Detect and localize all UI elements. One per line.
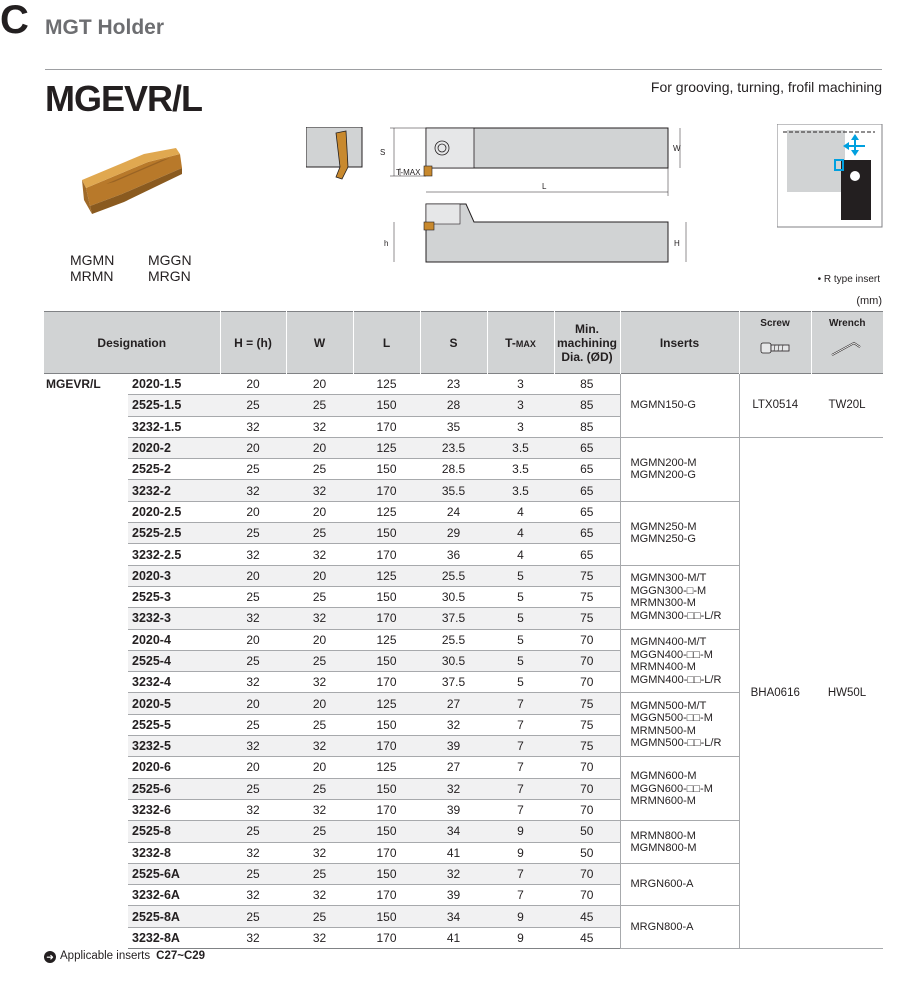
- l-cell: 170: [353, 416, 420, 437]
- designation-cell: 2020-1.5: [128, 374, 220, 395]
- designation-cell: 3232-8A: [128, 927, 220, 948]
- w-cell: 32: [286, 799, 353, 820]
- section-title: MGT Holder: [45, 16, 164, 39]
- footer-page-link[interactable]: C27~C29: [156, 950, 206, 962]
- tmax-cell: 5: [487, 586, 554, 607]
- s-cell: 27: [420, 757, 487, 778]
- s-cell: 32: [420, 778, 487, 799]
- h-cell: 20: [220, 501, 286, 522]
- min-dia-cell: 75: [554, 693, 620, 714]
- h-cell: 20: [220, 374, 286, 395]
- table-row: [44, 437, 883, 458]
- w-cell: 32: [286, 480, 353, 501]
- designation-cell: 2525-2: [128, 459, 220, 480]
- insert-label: MGMN: [70, 252, 115, 268]
- s-cell: 39: [420, 799, 487, 820]
- l-cell: 150: [353, 395, 420, 416]
- tmax-cell: 7: [487, 736, 554, 757]
- col-w: W: [286, 312, 353, 374]
- s-cell: 23: [420, 374, 487, 395]
- h-cell: 32: [220, 842, 286, 863]
- w-cell: 20: [286, 374, 353, 395]
- insert-code: MGMN200-G: [630, 469, 696, 482]
- tmax-cell: 5: [487, 629, 554, 650]
- w-cell: 25: [286, 778, 353, 799]
- r-type-note: • R type insert: [817, 274, 880, 285]
- h-cell: 32: [220, 885, 286, 906]
- designation-cell: 2525-8A: [128, 906, 220, 927]
- l-cell: 125: [353, 501, 420, 522]
- w-cell: 20: [286, 629, 353, 650]
- w-cell: 25: [286, 523, 353, 544]
- l-cell: 150: [353, 863, 420, 884]
- designation-cell: 2525-2.5: [128, 523, 220, 544]
- insert-code: MRMN300-M: [630, 597, 696, 610]
- insert-code: MGMN150-G: [630, 399, 696, 412]
- col-l: L: [353, 312, 420, 374]
- screw-cell: BHA0616: [739, 437, 811, 948]
- dim-label-w: W: [673, 144, 681, 153]
- s-cell: 27: [420, 693, 487, 714]
- l-cell: 150: [353, 459, 420, 480]
- tmax-cell: 4: [487, 523, 554, 544]
- col-wrench: [811, 312, 883, 374]
- h-cell: 32: [220, 927, 286, 948]
- insert-type-labels: [70, 252, 226, 284]
- l-cell: 170: [353, 480, 420, 501]
- insert-label: MRMN: [70, 268, 114, 284]
- insert-code: MGMN250-G: [630, 533, 696, 546]
- designation-cell: 2525-3: [128, 586, 220, 607]
- h-cell: 20: [220, 693, 286, 714]
- s-cell: 25.5: [420, 565, 487, 586]
- col-tmax-sub: MAX: [515, 338, 536, 349]
- col-h: H = (h): [220, 312, 286, 374]
- h-cell: 25: [220, 714, 286, 735]
- s-cell: 30.5: [420, 586, 487, 607]
- arrow-right-icon: ➜: [44, 951, 56, 963]
- dim-label-h-big: H: [674, 239, 680, 248]
- designation-cell: 2020-4: [128, 629, 220, 650]
- min-dia-cell: 65: [554, 437, 620, 458]
- dim-label-l: L: [542, 182, 547, 191]
- insert-code: MGMN800-M: [630, 842, 697, 855]
- h-cell: 25: [220, 395, 286, 416]
- wrench-icon: [830, 337, 864, 357]
- w-cell: 25: [286, 650, 353, 671]
- table-row: [44, 374, 883, 395]
- dim-label-tmax: T-MAX: [396, 168, 421, 177]
- l-cell: 170: [353, 544, 420, 565]
- insert-code: MGMN500-□□-L/R: [630, 737, 722, 750]
- tmax-cell: 9: [487, 842, 554, 863]
- designation-cell: 2020-2.5: [128, 501, 220, 522]
- h-cell: 32: [220, 416, 286, 437]
- w-cell: 25: [286, 395, 353, 416]
- s-cell: 37.5: [420, 672, 487, 693]
- w-cell: 32: [286, 416, 353, 437]
- s-cell: 23.5: [420, 437, 487, 458]
- insert-code: MRMN800-M: [630, 829, 696, 842]
- spec-table: [44, 311, 883, 949]
- s-cell: 34: [420, 906, 487, 927]
- tmax-cell: 3.5: [487, 480, 554, 501]
- designation-cell: 2525-5: [128, 714, 220, 735]
- h-cell: 25: [220, 778, 286, 799]
- insert-code: MRGN600-A: [630, 878, 694, 891]
- tmax-cell: 3: [487, 416, 554, 437]
- w-cell: 20: [286, 565, 353, 586]
- wrench-cell: HW50L: [811, 437, 883, 948]
- insert-image: [78, 140, 188, 220]
- s-cell: 28: [420, 395, 487, 416]
- min-dia-cell: 65: [554, 501, 620, 522]
- designation-cell: 3232-6: [128, 799, 220, 820]
- w-cell: 20: [286, 757, 353, 778]
- l-cell: 150: [353, 523, 420, 544]
- designation-cell: 3232-2.5: [128, 544, 220, 565]
- w-cell: 20: [286, 437, 353, 458]
- top-view-drawing: [370, 118, 690, 270]
- tmax-cell: 5: [487, 650, 554, 671]
- inserts-cell: [620, 863, 739, 906]
- insert-code: MRMN400-M: [630, 661, 696, 673]
- insert-code: MGMN600-M: [630, 770, 697, 783]
- l-cell: 125: [353, 374, 420, 395]
- inserts-cell: [620, 437, 739, 501]
- h-cell: 20: [220, 437, 286, 458]
- min-dia-cell: 50: [554, 821, 620, 842]
- col-screw-label: Screw: [760, 318, 790, 329]
- s-cell: 35: [420, 416, 487, 437]
- section-letter: C: [0, 0, 28, 42]
- family-name: MGEVR/L: [46, 377, 101, 391]
- w-cell: 32: [286, 544, 353, 565]
- tmax-cell: 3.5: [487, 437, 554, 458]
- designation-cell: 2525-6A: [128, 863, 220, 884]
- w-cell: 32: [286, 885, 353, 906]
- insert-code: MGMN250-M: [630, 520, 697, 533]
- inserts-cell: [620, 374, 739, 438]
- min-dia-cell: 75: [554, 736, 620, 757]
- designation-cell: 2525-8: [128, 821, 220, 842]
- designation-cell: 3232-6A: [128, 885, 220, 906]
- min-dia-cell: 70: [554, 799, 620, 820]
- inserts-cell: [620, 501, 739, 565]
- s-cell: 39: [420, 736, 487, 757]
- s-cell: 39: [420, 885, 487, 906]
- h-cell: 32: [220, 480, 286, 501]
- min-dia-cell: 70: [554, 885, 620, 906]
- col-inserts: Inserts: [620, 312, 739, 374]
- designation-cell: 3232-5: [128, 736, 220, 757]
- tmax-cell: 7: [487, 778, 554, 799]
- col-wrench-label: Wrench: [829, 318, 866, 329]
- tmax-cell: 4: [487, 544, 554, 565]
- tmax-cell: 5: [487, 565, 554, 586]
- s-cell: 41: [420, 842, 487, 863]
- screw-icon: [759, 337, 791, 357]
- product-applications: For grooving, turning, frofil machining: [650, 79, 882, 95]
- w-cell: 25: [286, 586, 353, 607]
- h-cell: 25: [220, 586, 286, 607]
- product-title: MGEVR/L: [45, 78, 203, 119]
- insert-code: MRMN600-M: [630, 795, 696, 808]
- w-cell: 25: [286, 821, 353, 842]
- tmax-cell: 9: [487, 821, 554, 842]
- min-dia-cell: 45: [554, 927, 620, 948]
- dim-label-h-small: h: [384, 239, 389, 248]
- min-dia-cell: 65: [554, 480, 620, 501]
- w-cell: 20: [286, 501, 353, 522]
- w-cell: 25: [286, 863, 353, 884]
- s-cell: 30.5: [420, 650, 487, 671]
- insert-code: MGMN300-M/T: [630, 572, 707, 585]
- insert-code: MGMN500-M/T: [630, 699, 707, 712]
- w-cell: 32: [286, 736, 353, 757]
- insert-code: MGMN400-M/T: [630, 636, 707, 648]
- s-cell: 24: [420, 501, 487, 522]
- h-cell: 25: [220, 459, 286, 480]
- designation-cell: 3232-4: [128, 672, 220, 693]
- l-cell: 170: [353, 672, 420, 693]
- insert-label: MGGN: [148, 252, 192, 268]
- h-cell: 25: [220, 650, 286, 671]
- inserts-cell: [620, 821, 739, 864]
- tmax-cell: 4: [487, 501, 554, 522]
- min-dia-cell: 75: [554, 608, 620, 629]
- inserts-cell: [620, 693, 739, 757]
- designation-cell: 2525-4: [128, 650, 220, 671]
- min-dia-cell: 75: [554, 565, 620, 586]
- l-cell: 150: [353, 714, 420, 735]
- insert-code: MGMN300-□□-L/R: [630, 609, 722, 622]
- w-cell: 32: [286, 608, 353, 629]
- machining-illustration: [777, 124, 883, 228]
- tmax-cell: 7: [487, 885, 554, 906]
- insert-code: MGGN300-□-M: [630, 584, 707, 597]
- l-cell: 125: [353, 565, 420, 586]
- h-cell: 20: [220, 629, 286, 650]
- h-cell: 25: [220, 906, 286, 927]
- tmax-cell: 9: [487, 906, 554, 927]
- insert-code: MGGN500-□□-M: [630, 712, 713, 725]
- inserts-cell: [620, 565, 739, 629]
- l-cell: 150: [353, 650, 420, 671]
- screw-cell: LTX0514: [739, 374, 811, 438]
- h-cell: 25: [220, 523, 286, 544]
- col-s: S: [420, 312, 487, 374]
- h-cell: 25: [220, 821, 286, 842]
- header-divider: [45, 69, 882, 70]
- min-dia-cell: 50: [554, 842, 620, 863]
- col-tmax-main: T-: [505, 335, 516, 350]
- min-dia-cell: 65: [554, 523, 620, 544]
- insert-code: MGMN200-M: [630, 456, 697, 469]
- designation-cell: 2020-2: [128, 437, 220, 458]
- min-dia-cell: 70: [554, 863, 620, 884]
- l-cell: 125: [353, 757, 420, 778]
- designation-cell: 3232-1.5: [128, 416, 220, 437]
- designation-cell: 3232-8: [128, 842, 220, 863]
- h-cell: 32: [220, 544, 286, 565]
- l-cell: 150: [353, 586, 420, 607]
- w-cell: 25: [286, 906, 353, 927]
- l-cell: 170: [353, 927, 420, 948]
- h-cell: 32: [220, 799, 286, 820]
- min-dia-cell: 75: [554, 586, 620, 607]
- col-screw: [739, 312, 811, 374]
- min-dia-cell: 70: [554, 650, 620, 671]
- min-dia-cell: 85: [554, 374, 620, 395]
- l-cell: 170: [353, 608, 420, 629]
- l-cell: 170: [353, 799, 420, 820]
- insert-code: MGGN600-□□-M: [630, 782, 713, 795]
- min-dia-cell: 85: [554, 416, 620, 437]
- tmax-cell: 5: [487, 608, 554, 629]
- col-min-dia-line1: Min.: [575, 321, 600, 336]
- front-view-drawing: [306, 127, 366, 183]
- tmax-cell: 7: [487, 799, 554, 820]
- l-cell: 170: [353, 842, 420, 863]
- table-header-row: [44, 312, 883, 374]
- h-cell: 25: [220, 863, 286, 884]
- footer-text: Applicable inserts: [60, 950, 151, 962]
- tmax-cell: 7: [487, 693, 554, 714]
- tmax-cell: 5: [487, 672, 554, 693]
- tmax-cell: 3: [487, 395, 554, 416]
- designation-cell: 2020-5: [128, 693, 220, 714]
- insert-code: MGMN400-□□-L/R: [630, 673, 722, 686]
- unit-note: (mm): [856, 295, 882, 307]
- insert-code: MRGN800-A: [630, 920, 694, 933]
- h-cell: 32: [220, 736, 286, 757]
- min-dia-cell: 70: [554, 672, 620, 693]
- wrench-cell: TW20L: [811, 374, 883, 438]
- l-cell: 150: [353, 906, 420, 927]
- s-cell: 25.5: [420, 629, 487, 650]
- l-cell: 125: [353, 437, 420, 458]
- designation-cell: 2020-3: [128, 565, 220, 586]
- w-cell: 25: [286, 459, 353, 480]
- col-designation: Designation: [44, 312, 220, 374]
- tmax-cell: 7: [487, 714, 554, 735]
- col-min-dia-line2: machining: [557, 335, 618, 350]
- s-cell: 32: [420, 863, 487, 884]
- min-dia-cell: 65: [554, 544, 620, 565]
- min-dia-cell: 75: [554, 714, 620, 735]
- l-cell: 150: [353, 778, 420, 799]
- s-cell: 35.5: [420, 480, 487, 501]
- h-cell: 20: [220, 757, 286, 778]
- min-dia-cell: 45: [554, 906, 620, 927]
- tmax-cell: 7: [487, 757, 554, 778]
- l-cell: 150: [353, 821, 420, 842]
- min-dia-cell: 85: [554, 395, 620, 416]
- designation-cell: 2525-1.5: [128, 395, 220, 416]
- l-cell: 125: [353, 693, 420, 714]
- col-min-dia-line3: Dia. (ØD): [561, 349, 613, 364]
- l-cell: 125: [353, 629, 420, 650]
- inserts-cell: [620, 757, 739, 821]
- w-cell: 32: [286, 842, 353, 863]
- s-cell: 29: [420, 523, 487, 544]
- col-min-dia: [554, 312, 620, 374]
- s-cell: 37.5: [420, 608, 487, 629]
- s-cell: 32: [420, 714, 487, 735]
- tmax-cell: 7: [487, 863, 554, 884]
- footer-note: [44, 950, 205, 963]
- designation-cell: 3232-2: [128, 480, 220, 501]
- tmax-cell: 9: [487, 927, 554, 948]
- designation-cell: 2525-6: [128, 778, 220, 799]
- w-cell: 20: [286, 693, 353, 714]
- min-dia-cell: 65: [554, 459, 620, 480]
- col-tmax: [487, 312, 554, 374]
- inserts-cell: [620, 629, 739, 693]
- insert-label: MRGN: [148, 268, 191, 284]
- l-cell: 170: [353, 885, 420, 906]
- designation-cell: 3232-3: [128, 608, 220, 629]
- l-cell: 170: [353, 736, 420, 757]
- h-cell: 20: [220, 565, 286, 586]
- w-cell: 25: [286, 714, 353, 735]
- min-dia-cell: 70: [554, 629, 620, 650]
- s-cell: 36: [420, 544, 487, 565]
- insert-code: MRMN500-M: [630, 724, 696, 737]
- s-cell: 41: [420, 927, 487, 948]
- tmax-cell: 3: [487, 374, 554, 395]
- insert-code: MGGN400-□□-M: [630, 648, 713, 661]
- s-cell: 34: [420, 821, 487, 842]
- h-cell: 32: [220, 672, 286, 693]
- h-cell: 32: [220, 608, 286, 629]
- min-dia-cell: 70: [554, 778, 620, 799]
- w-cell: 32: [286, 927, 353, 948]
- min-dia-cell: 70: [554, 757, 620, 778]
- dim-label-s: S: [380, 148, 386, 157]
- s-cell: 28.5: [420, 459, 487, 480]
- designation-cell: 2020-6: [128, 757, 220, 778]
- inserts-cell: [620, 906, 739, 949]
- tmax-cell: 3.5: [487, 459, 554, 480]
- w-cell: 32: [286, 672, 353, 693]
